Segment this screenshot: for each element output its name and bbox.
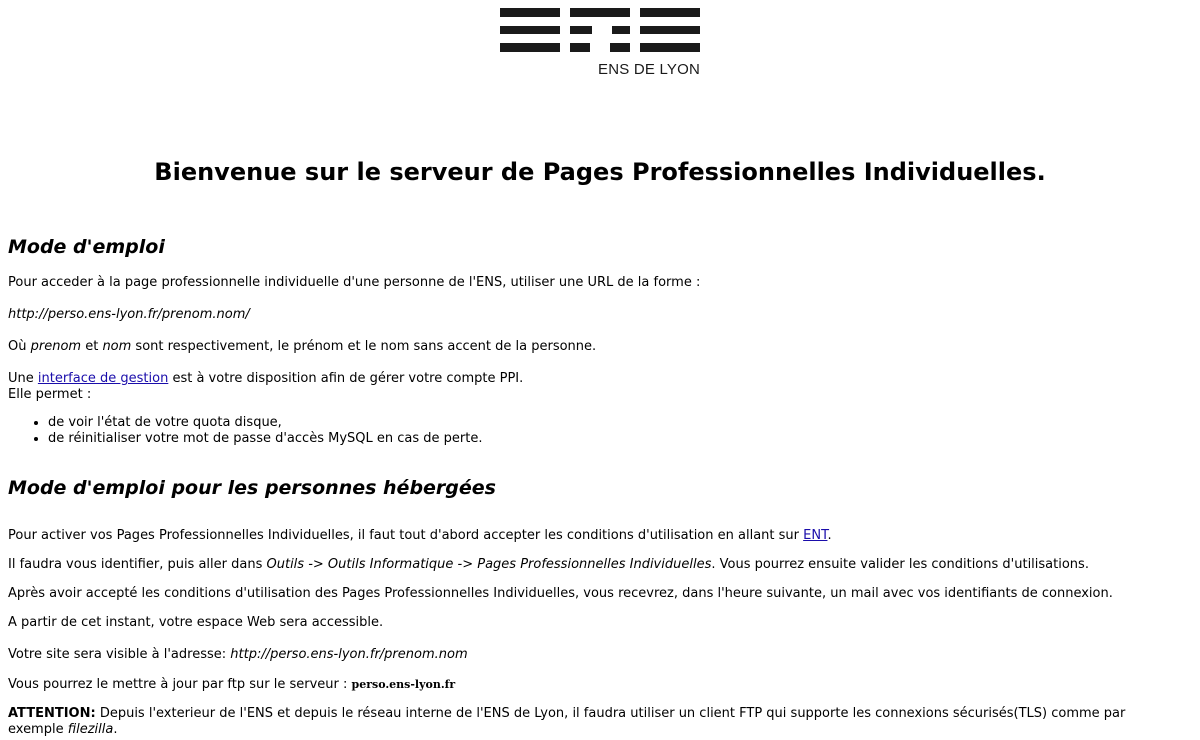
text-fragment: . <box>113 722 118 737</box>
ftp-server-name: perso.ens-lyon.fr <box>351 678 456 691</box>
site-url: http://perso.ens-lyon.fr/prenom.nom <box>230 647 468 662</box>
list-item: • de voir l'état de votre quota disque, <box>48 415 482 431</box>
menu-path: Outils -> Outils Informatique -> Pages Professionnelles Individuelles <box>266 557 712 572</box>
paragraph-attention <box>8 706 1168 738</box>
section-heading-mode-emploi: Mode d'emploi <box>8 236 165 258</box>
text-fragment: Où <box>8 339 31 354</box>
section-heading-personnes-hebergees: Mode d'emploi pour les personnes hébergées <box>8 477 496 499</box>
ens-logo-mark-icon <box>500 8 700 58</box>
paragraph-accessible: A partir de cet instant, votre espace Web sera accessible. <box>8 615 384 630</box>
url-example: http://perso.ens-lyon.fr/prenom.nom/ <box>8 307 250 322</box>
text-fragment: Une <box>8 371 38 386</box>
paragraph-identify <box>8 557 1089 573</box>
paragraph-url-intro: Pour acceder à la page professionnelle individuelle d'une personne de l'ENS, utiliser une URL de la forme : <box>8 275 701 290</box>
paragraph-prenom-nom <box>8 339 596 355</box>
logo-caption: ENS DE LYON <box>598 61 700 78</box>
paragraph-site-url <box>8 647 468 663</box>
text-fragment: Pour activer vos Pages Professionnelles Individuelles, il faut tout d'abord accepter les conditions d'utilisation en allant sur <box>8 528 804 543</box>
list-item: • de réinitialiser votre mot de passe d'accès MySQL en cas de perte. <box>48 431 482 447</box>
paragraph-ftp-server <box>8 677 455 693</box>
text-fragment: Votre site sera visible à l'adresse: <box>8 647 231 662</box>
paragraph-interface <box>8 371 523 403</box>
paragraph-mail: Après avoir accepté les conditions d'utilisation des Pages Professionnelles Individuelles, vous recevrez, dans l'heure suivante, un mail avec vos identifiants de connexion. <box>8 586 1113 601</box>
interface-de-gestion-link[interactable]: interface de gestion <box>37 371 169 386</box>
text-fragment: est à votre disposition afin de gérer votre compte PPI. <box>168 371 524 386</box>
ens-logo <box>500 8 700 78</box>
text-fragment: Vous pourrez le mettre à jour par ftp sur le serveur : <box>8 677 352 692</box>
text-fragment: sont respectivement, le prénom et le nom sans accent de la personne. <box>131 339 597 354</box>
paragraph-url-example <box>8 307 250 323</box>
text-prenom: prenom <box>30 339 82 354</box>
paragraph-activate <box>8 528 832 544</box>
text-fragment: Depuis l'exterieur de l'ENS et depuis le réseau interne de l'ENS de Lyon, il faudra utiliser un client FTP qui supporte les connexions sécurisés(TLS) comme par exemple <box>8 706 1126 737</box>
text-fragment: Il faudra vous identifier, puis aller dans <box>8 557 267 572</box>
text-elle-permet: Elle permet : <box>8 387 92 402</box>
text-nom: nom <box>102 339 132 354</box>
attention-label: ATTENTION: <box>8 706 96 721</box>
page-title: Bienvenue sur le serveur de Pages Professionnelles Individuelles. <box>154 158 1046 186</box>
text-fragment: . <box>827 528 832 543</box>
ent-link[interactable]: ENT <box>803 528 828 543</box>
filezilla-text: filezilla <box>67 722 114 737</box>
feature-list <box>8 415 482 447</box>
text-fragment: . Vous pourrez ensuite valider les conditions d'utilisations. <box>711 557 1089 572</box>
text-fragment: et <box>81 339 103 354</box>
